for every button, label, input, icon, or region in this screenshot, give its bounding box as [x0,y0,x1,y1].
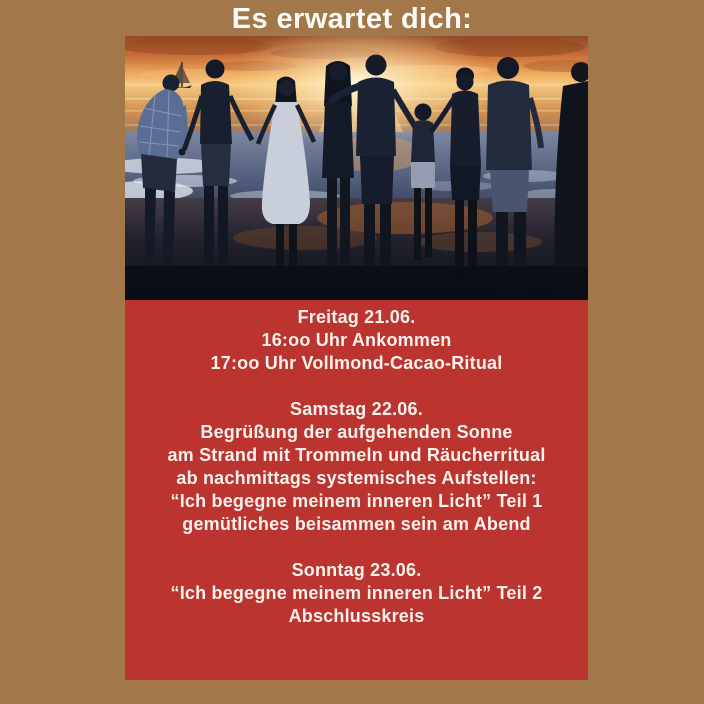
schedule-line: “Ich begegne meinem inneren Licht” Teil 2 [170,583,543,603]
beach-sunset-photo [125,36,588,300]
schedule-line: am Strand mit Trommeln und Räucherritual [167,445,546,465]
schedule-line: Samstag 22.06. [290,399,423,419]
schedule-line: “Ich begegne meinem inneren Licht” Teil 1 [170,491,543,511]
schedule-line: Abschlusskreis [288,606,425,626]
schedule-day-saturday [125,398,588,536]
schedule-line: Begrüßung der aufgehenden Sonne [200,422,513,442]
schedule-day-friday [125,306,588,375]
beach-sunset-illustration [125,36,588,300]
foreground-shadow [125,266,588,300]
schedule-line: Sonntag 23.06. [291,560,422,580]
schedule-line: 17:oo Uhr Vollmond-Cacao-Ritual [210,353,503,373]
schedule-day-sunday [125,559,588,628]
schedule-line: 16:oo Uhr Ankommen [261,330,452,350]
schedule-panel [125,300,588,680]
schedule-line: ab nachmittags systemisches Aufstellen: [176,468,537,488]
schedule-line: gemütliches beisammen sein am Abend [182,514,531,534]
schedule-line: Freitag 21.06. [297,307,416,327]
page-title: Es erwartet dich: [231,3,473,35]
